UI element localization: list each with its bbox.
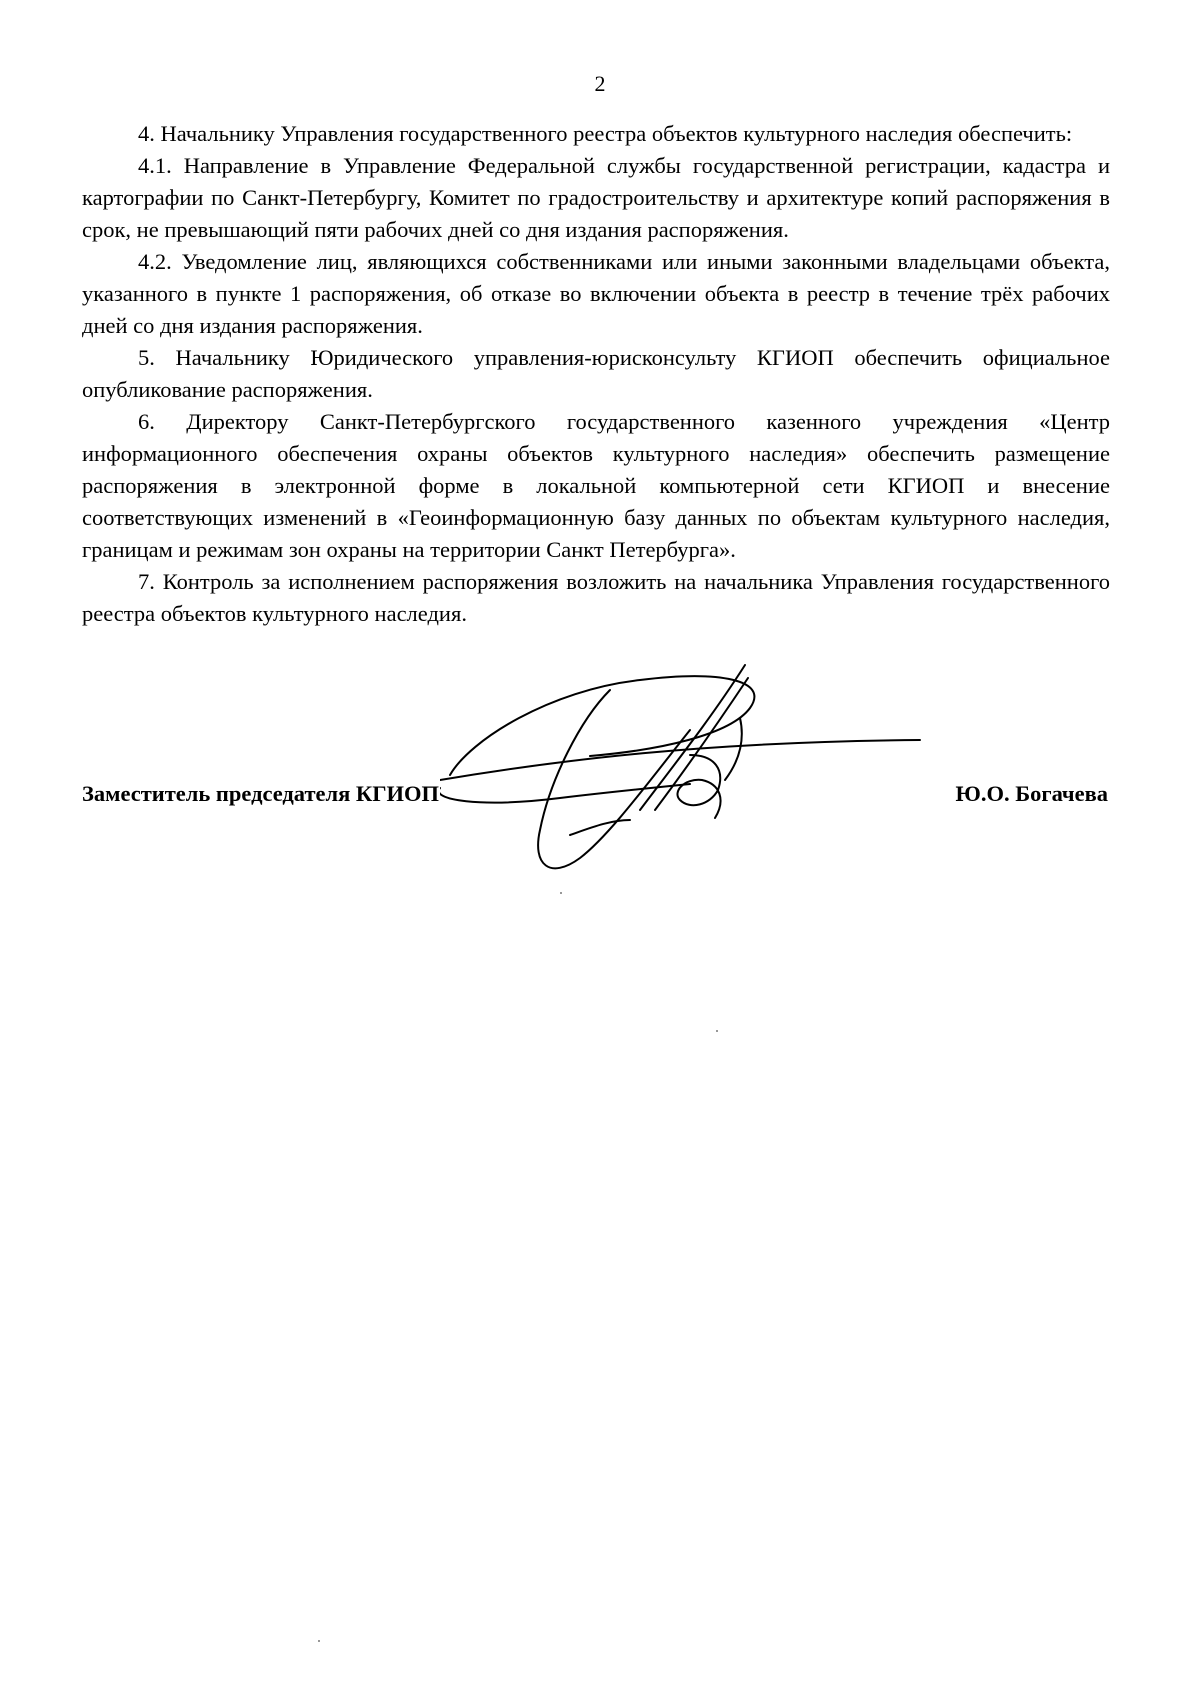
scan-speck (318, 1640, 320, 1642)
paragraph-4: 4. Начальнику Управления государственного реестра объектов культурного наследия обеспечить: (138, 121, 1073, 146)
scan-speck (560, 892, 562, 894)
page-number: 2 (594, 71, 606, 96)
paragraph-6: 6. Директору Санкт-Петербургского государственного казенного учреждения «Центр информационного обеспечения охраны объектов культурного наследия» обеспечить размещение распоряжения в электронной форме в локальной компьютерной сети КГИОП и внесение соответствующих изменений в «Геоинформационную базу данных по объектам культурного наследия, границам и режимам зон охраны на территории Санкт Петербурга». (82, 409, 1110, 562)
signer-title: Заместитель председателя КГИОП (82, 781, 440, 806)
document-body (82, 118, 1110, 630)
scan-speck (716, 1030, 718, 1032)
paragraph-7: 7. Контроль за исполнением распоряжения возложить на начальника Управления государственного реестра объектов культурного наследия. (82, 569, 1110, 626)
signer-name: Ю.О. Богачева (955, 781, 1108, 806)
signature-block (0, 660, 1200, 920)
paragraph-4-2: 4.2. Уведомление лиц, являющихся собственниками или иными законными владельцами объекта, указанного в пункте 1 распоряжения, об отказе во включении объекта в реестр в течение трёх рабочих дней со дня издания распоряжения. (82, 249, 1110, 338)
handwritten-signature (440, 660, 960, 900)
paragraph-5: 5. Начальнику Юридического управления-юрисконсульту КГИОП обеспечить официальное опубликование распоряжения. (82, 345, 1110, 402)
paragraph-4-1: 4.1. Направление в Управление Федеральной службы государственной регистрации, кадастра и картографии по Санкт-Петербургу, Комитет по градостроительству и архитектуре копий распоряжения в срок, не превышающий пяти рабочих дней со дня издания распоряжения. (82, 153, 1110, 242)
